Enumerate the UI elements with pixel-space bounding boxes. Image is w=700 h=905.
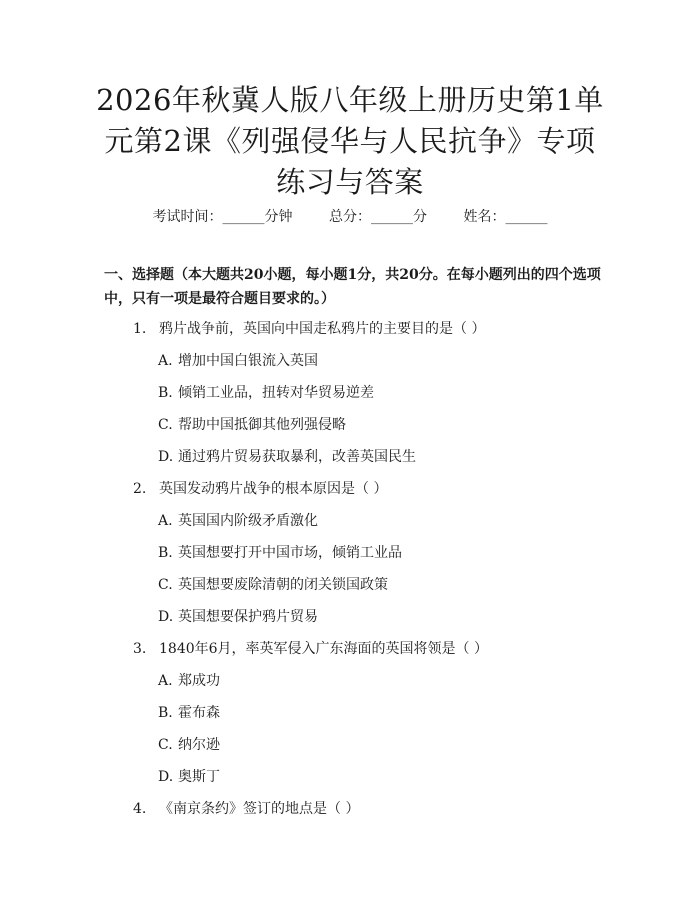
option-2c — [158, 574, 388, 594]
option-text: 帮助中国抵御其他列强侵略 — [178, 417, 346, 433]
option-letter: B. — [158, 545, 173, 561]
question-3 — [133, 638, 488, 658]
question-number: 4. — [133, 801, 147, 817]
option-text: 通过鸦片贸易获取暴利，改善英国民生 — [178, 449, 416, 465]
option-3c — [158, 734, 220, 754]
option-1a — [158, 350, 318, 370]
option-3d — [158, 766, 220, 786]
option-1c — [158, 414, 346, 434]
page-title: 2026年秋冀人版八年级上册历史第1单元第2课《列强侵华与人民抗争》专项练习与答案 — [96, 83, 604, 199]
option-3b — [158, 702, 220, 722]
question-number: 3. — [133, 641, 147, 657]
option-2b — [158, 542, 402, 562]
question-2 — [133, 478, 387, 498]
question-number: 1. — [133, 321, 147, 337]
option-letter: B. — [158, 705, 173, 721]
option-text: 英国想要废除清朝的闭关锁国政策 — [178, 577, 388, 593]
question-4 — [133, 798, 359, 818]
option-letter: C. — [158, 577, 173, 593]
option-2d — [158, 606, 318, 626]
option-text: 奥斯丁 — [178, 769, 220, 785]
option-1b — [158, 382, 374, 402]
option-text: 英国想要保护鸦片贸易 — [178, 609, 318, 625]
question-1 — [133, 318, 485, 338]
option-3a — [158, 670, 220, 690]
option-letter: C. — [158, 417, 173, 433]
option-letter: D. — [158, 769, 174, 785]
question-text: 《南京条约》签订的地点是（ ） — [159, 801, 360, 817]
option-letter: D. — [158, 609, 174, 625]
option-text: 郑成功 — [178, 673, 220, 689]
option-letter: A. — [158, 353, 173, 369]
question-text: 英国发动鸦片战争的根本原因是（ ） — [159, 481, 388, 497]
option-text: 英国国内阶级矛盾激化 — [178, 513, 318, 529]
option-2a — [158, 510, 318, 530]
exam-meta — [0, 206, 700, 226]
question-number: 2. — [133, 481, 147, 497]
option-text: 霍布森 — [178, 705, 220, 721]
option-text: 增加中国白银流入英国 — [178, 353, 318, 369]
option-letter: C. — [158, 737, 173, 753]
option-letter: A. — [158, 673, 173, 689]
exam-time: 考试时间：______分钟 — [152, 209, 293, 225]
option-letter: D. — [158, 449, 174, 465]
section-heading: 一、选择题（本大题共20小题，每小题1分，共20分。在每小题列出的四个选项中，只有一项是最符合题目要求的。） — [104, 267, 601, 307]
option-text: 纳尔逊 — [178, 737, 220, 753]
option-text: 英国想要打开中国市场，倾销工业品 — [178, 545, 402, 561]
exam-score: 总分：______分 — [329, 209, 427, 225]
option-letter: A. — [158, 513, 173, 529]
option-1d — [158, 446, 416, 466]
exam-name: 姓名：______ — [463, 209, 548, 225]
option-text: 倾销工业品，扭转对华贸易逆差 — [178, 385, 374, 401]
question-text: 鸦片战争前，英国向中国走私鸦片的主要目的是（ ） — [159, 321, 486, 337]
question-text: 1840年6月，率英军侵入广东海面的英国将领是（ ） — [159, 641, 488, 657]
option-letter: B. — [158, 385, 173, 401]
